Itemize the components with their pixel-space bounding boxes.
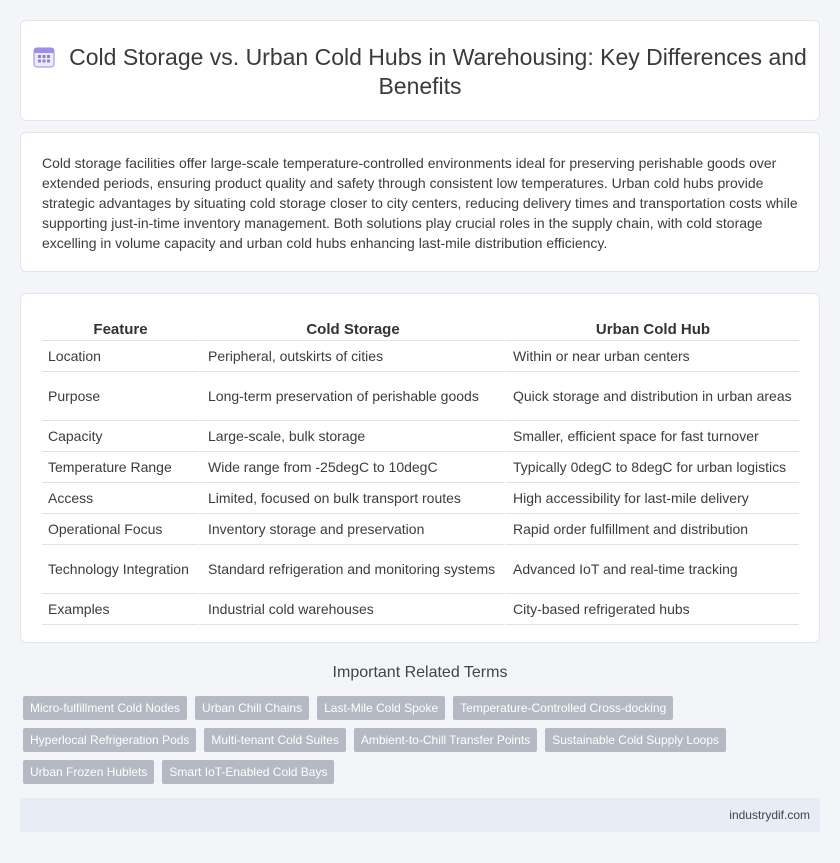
feature-cell: Technology Integration [42, 545, 199, 594]
page-title-wrap [21, 43, 819, 101]
footer-bar [20, 798, 820, 832]
related-term-tag[interactable]: Smart IoT-Enabled Cold Bays [162, 760, 334, 784]
related-term-tag[interactable]: Last-Mile Cold Spoke [317, 696, 445, 720]
intro-card [20, 132, 820, 272]
page-title: Cold Storage vs. Urban Cold Hubs in Warehousing: Key Differences and Benefits [69, 44, 807, 99]
related-term-tag[interactable]: Urban Frozen Hublets [23, 760, 154, 784]
table-header-row [42, 315, 799, 341]
footer-site-link[interactable]: industrydif.com [729, 808, 810, 822]
header-urban-cold-hub: Urban Cold Hub [504, 315, 799, 341]
urban-cold-hub-cell: High accessibility for last-mile delivery [504, 483, 799, 514]
cold-storage-cell: Long-term preservation of perishable goods [199, 372, 504, 421]
cold-storage-cell: Large-scale, bulk storage [199, 421, 504, 452]
table-row [42, 341, 799, 372]
header-cold-storage: Cold Storage [199, 315, 504, 341]
feature-cell: Temperature Range [42, 452, 199, 483]
table-row [42, 452, 799, 483]
cold-storage-cell: Inventory storage and preservation [199, 514, 504, 545]
feature-cell: Purpose [42, 372, 199, 421]
table-row [42, 594, 799, 625]
header-card [20, 20, 820, 121]
urban-cold-hub-cell: Within or near urban centers [504, 341, 799, 372]
urban-cold-hub-cell: Advanced IoT and real-time tracking [504, 545, 799, 594]
related-term-tag[interactable]: Temperature-Controlled Cross-docking [453, 696, 673, 720]
cold-storage-cell: Standard refrigeration and monitoring systems [199, 545, 504, 594]
calendar-grid-icon [33, 46, 55, 68]
related-term-tag[interactable]: Sustainable Cold Supply Loops [545, 728, 726, 752]
comparison-table [42, 315, 799, 625]
urban-cold-hub-cell: Rapid order fulfillment and distribution [504, 514, 799, 545]
table-row [42, 421, 799, 452]
cold-storage-cell: Limited, focused on bulk transport routes [199, 483, 504, 514]
related-terms-list [23, 696, 783, 784]
cold-storage-cell: Wide range from -25degC to 10degC [199, 452, 504, 483]
related-term-tag[interactable]: Multi-tenant Cold Suites [204, 728, 345, 752]
table-row [42, 372, 799, 421]
table-row [42, 545, 799, 594]
table-row [42, 514, 799, 545]
urban-cold-hub-cell: Typically 0degC to 8degC for urban logistics [504, 452, 799, 483]
urban-cold-hub-cell: Smaller, efficient space for fast turnover [504, 421, 799, 452]
table-row [42, 483, 799, 514]
related-term-tag[interactable]: Urban Chill Chains [195, 696, 309, 720]
related-term-tag[interactable]: Hyperlocal Refrigeration Pods [23, 728, 196, 752]
header-feature: Feature [42, 315, 199, 341]
feature-cell: Operational Focus [42, 514, 199, 545]
feature-cell: Capacity [42, 421, 199, 452]
comparison-table-card [20, 293, 820, 643]
related-term-tag[interactable]: Micro-fulfillment Cold Nodes [23, 696, 187, 720]
related-term-tag[interactable]: Ambient-to-Chill Transfer Points [354, 728, 537, 752]
cold-storage-cell: Industrial cold warehouses [199, 594, 504, 625]
feature-cell: Location [42, 341, 199, 372]
intro-paragraph: Cold storage facilities offer large-scale temperature-controlled environments ideal for preserving perishable goods over extended periods, ensuring product quality and safety through consistent low temperatures. Urban cold hubs provide strategic advantages by situating cold storage closer to city centers, reducing delivery times and transportation costs while supporting just-in-time inventory management. Both solutions play crucial roles in the supply chain, with cold storage excelling in volume capacity and urban cold hubs enhancing last-mile distribution efficiency. [42, 155, 798, 251]
urban-cold-hub-cell: Quick storage and distribution in urban areas [504, 372, 799, 421]
feature-cell: Access [42, 483, 199, 514]
urban-cold-hub-cell: City-based refrigerated hubs [504, 594, 799, 625]
feature-cell: Examples [42, 594, 199, 625]
related-terms-title: Important Related Terms [332, 664, 508, 681]
cold-storage-cell: Peripheral, outskirts of cities [199, 341, 504, 372]
